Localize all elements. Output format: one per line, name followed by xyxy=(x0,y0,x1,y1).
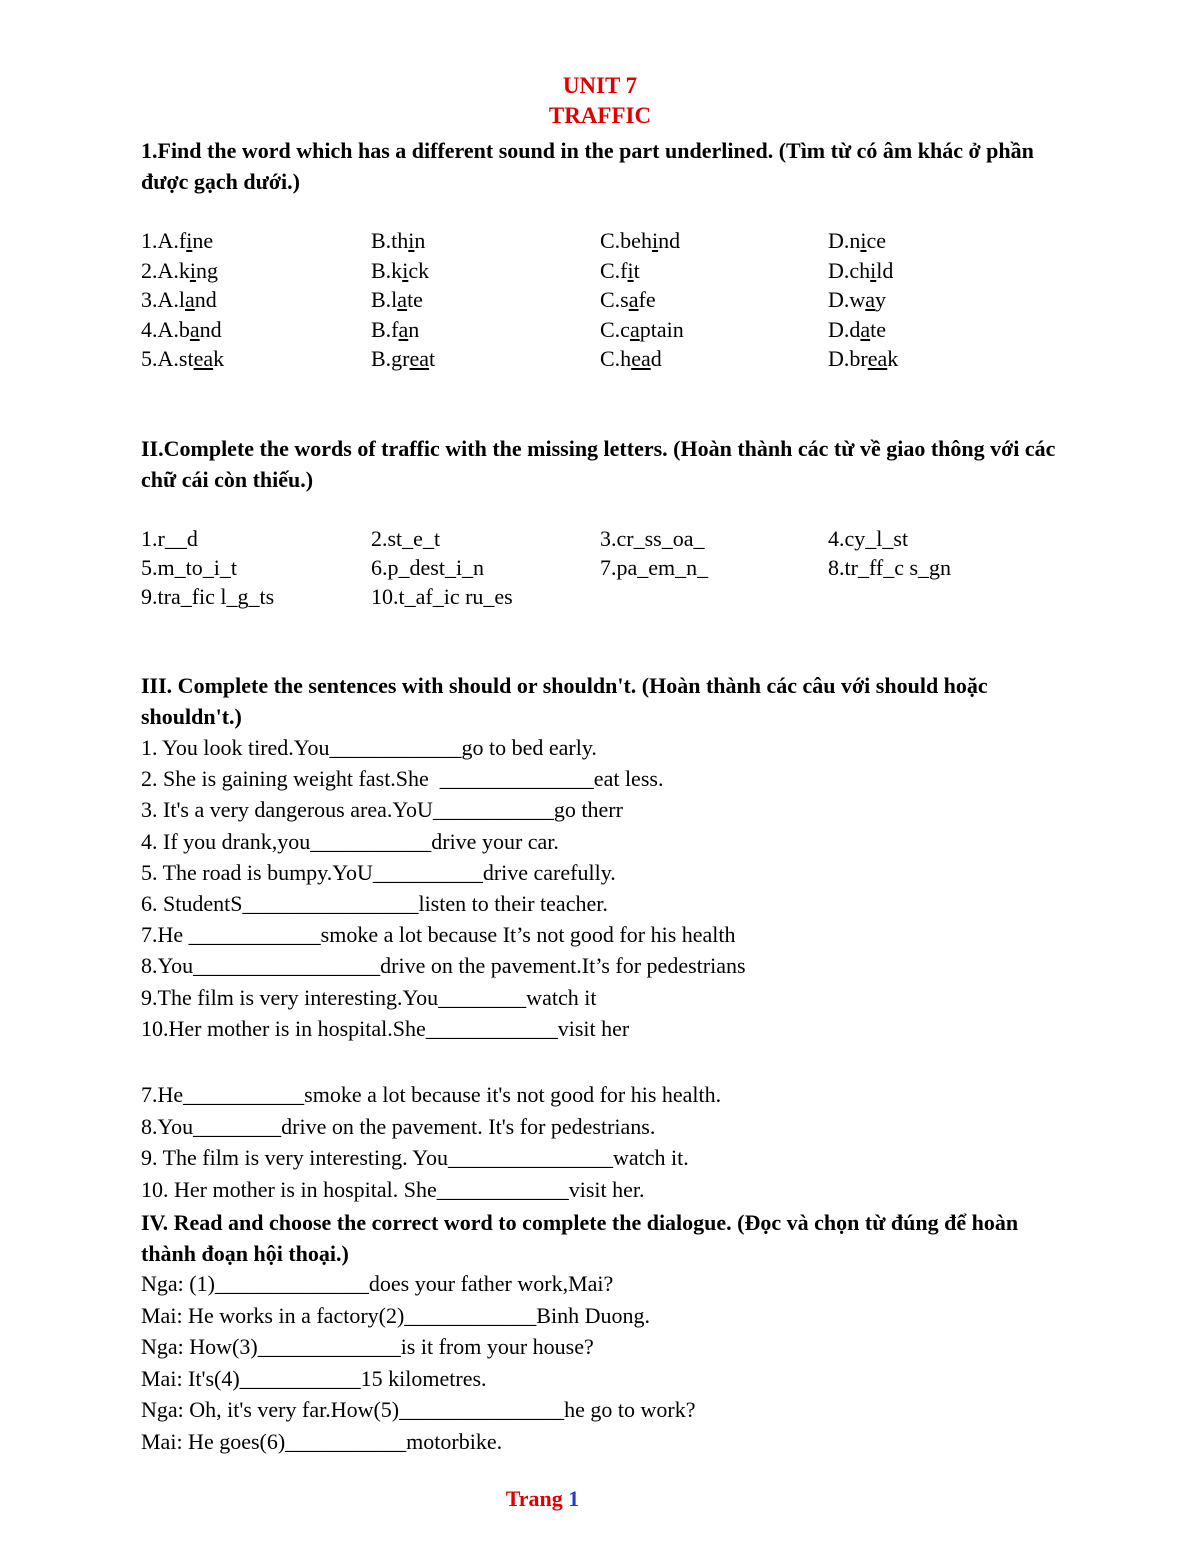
option-d xyxy=(828,315,886,344)
option-c xyxy=(600,285,656,314)
exercise-sentence: 5. The road is bumpy.YoU__________drive carefully. xyxy=(141,859,616,885)
option-text: C.h xyxy=(600,346,632,371)
option-text: nd xyxy=(199,316,222,342)
missing-letters-word: 10.t_af_ic ru_es xyxy=(371,584,513,609)
option-text: k xyxy=(887,346,899,371)
dialogue-line: Nga: (1)______________does your father work,Mai? xyxy=(141,1271,614,1296)
topic-title: TRAFFIC xyxy=(548,103,652,128)
option-text: B.l xyxy=(371,287,398,312)
exercise-sentence-repeat: 7.He___________smoke a lot because it's not good for his health. xyxy=(141,1082,722,1107)
dialogue-line: Mai: It's(4)___________15 kilometres. xyxy=(141,1365,487,1391)
option-b xyxy=(371,226,425,255)
exercise-sentence: 1. You look tired.You____________go to bed early. xyxy=(141,735,597,760)
option-d xyxy=(828,256,893,285)
option-text: 5.A.st xyxy=(141,346,194,371)
option-text: nd xyxy=(194,287,217,312)
underlined-part: ea xyxy=(867,346,888,371)
underlined-part: i xyxy=(402,257,409,283)
unit-title: UNIT 7 xyxy=(562,73,638,98)
underlined-part: a xyxy=(189,316,200,342)
option-text: k xyxy=(213,346,225,371)
option-c xyxy=(600,315,684,344)
missing-letters-word: 4.cy_l_st xyxy=(828,526,909,551)
underlined-part: ea xyxy=(409,346,430,371)
option-text: 4.A.b xyxy=(141,316,190,342)
underlined-part: i xyxy=(860,228,867,253)
option-text: 1.A.f xyxy=(141,228,187,253)
option-a xyxy=(141,226,213,255)
exercise-sentence: 10.Her mother is in hospital.She____________visit her xyxy=(141,1015,630,1041)
exercise-sentence: 4. If you drank,you___________drive your car. xyxy=(141,828,559,854)
section3-heading: III. Complete the sentences with should or shouldn't. (Hoàn thành các câu với should hoặc shouldn't.) xyxy=(141,673,988,729)
missing-letters-word: 3.cr_ss_oa_ xyxy=(600,526,705,551)
option-text: B.k xyxy=(371,257,403,283)
missing-letters-word: 1.r__d xyxy=(141,526,198,551)
option-text: B.gr xyxy=(371,346,410,371)
option-a xyxy=(141,256,218,285)
option-text: te xyxy=(870,316,887,342)
underlined-part: a xyxy=(860,316,871,342)
option-text: ce xyxy=(866,228,887,253)
underlined-part: a xyxy=(865,287,876,312)
section2-heading: II.Complete the words of traffic with the missing letters. (Hoàn thành các từ về giao thông với các chữ cái còn thiếu.) xyxy=(141,436,1056,492)
option-text: ng xyxy=(196,257,219,283)
underlined-part: a xyxy=(629,316,640,342)
underlined-part: i xyxy=(189,257,197,283)
option-text: d xyxy=(650,346,662,371)
option-text: C.s xyxy=(600,287,629,312)
option-a xyxy=(141,315,222,344)
option-d xyxy=(828,344,898,373)
exercise-sentence: 6. StudentS________________listen to their teacher. xyxy=(141,891,608,916)
underlined-part: a xyxy=(397,287,408,312)
page-footer xyxy=(0,1486,1085,1512)
option-text: B.th xyxy=(371,228,409,253)
option-d xyxy=(828,226,886,255)
missing-letters-word: 7.pa_em_n_ xyxy=(600,555,709,580)
underlined-part: i xyxy=(651,228,659,253)
missing-letters-word: 9.tra_fic l_g_ts xyxy=(141,584,275,609)
option-c xyxy=(600,226,680,255)
missing-letters-word: 8.tr_ff_c s_gn xyxy=(828,555,952,580)
exercise-sentence-repeat: 8.You________drive on the pavement. It's for pedestrians. xyxy=(141,1113,656,1139)
dialogue-line: Nga: How(3)_____________is it from your house? xyxy=(141,1334,594,1359)
option-text: ptain xyxy=(639,316,684,342)
option-text: D.w xyxy=(828,287,866,312)
section4-heading: IV. Read and choose the correct word to complete the dialogue. (Đọc và chọn từ đúng để hoàn thành đoạn hội thoại.) xyxy=(141,1210,1019,1266)
option-text: t xyxy=(633,257,640,283)
option-text: D.br xyxy=(828,346,868,371)
underlined-part: a xyxy=(398,316,409,342)
option-b xyxy=(371,285,423,314)
option-c xyxy=(600,256,640,285)
page-number: 1 xyxy=(568,1486,580,1511)
option-text: D.n xyxy=(828,228,861,253)
option-text: D.d xyxy=(828,316,861,342)
option-d xyxy=(828,285,886,314)
option-text: y xyxy=(875,287,887,312)
option-text: t xyxy=(429,346,436,371)
missing-letters-word: 5.m_to_i_t xyxy=(141,555,237,580)
exercise-sentence: 9.The film is very interesting.You________watch it xyxy=(141,984,597,1010)
dialogue-line: Mai: He goes(6)___________motorbike. xyxy=(141,1428,503,1454)
option-c xyxy=(600,344,662,373)
option-a xyxy=(141,285,217,314)
underlined-part: i xyxy=(870,257,877,283)
underlined-part: i xyxy=(627,257,634,283)
missing-letters-word: 6.p_dest_i_n xyxy=(371,555,485,580)
option-text: ld xyxy=(876,257,894,283)
option-text: fe xyxy=(638,287,656,312)
option-text: C.f xyxy=(600,257,628,283)
option-text: B.f xyxy=(371,316,399,342)
underlined-part: i xyxy=(408,228,415,253)
exercise-sentence: 2. She is gaining weight fast.She ______________eat less. xyxy=(141,766,664,792)
option-text: C.c xyxy=(600,316,630,342)
footer-label: Trang xyxy=(505,1486,563,1511)
missing-letters-word: 2.st_e_t xyxy=(371,526,441,551)
exercise-sentence: 8.You_________________drive on the pavement.It’s for pedestrians xyxy=(141,953,746,979)
option-b xyxy=(371,256,429,285)
option-text: C.beh xyxy=(600,228,652,253)
option-text: ck xyxy=(408,257,430,283)
underlined-part: ea xyxy=(193,346,214,371)
dialogue-line: Mai: He works in a factory(2)____________Binh Duong. xyxy=(141,1302,650,1328)
exercise-sentence: 3. It's a very dangerous area.YoU___________go therr xyxy=(141,797,623,823)
exercise-sentence-repeat: 9. The film is very interesting. You_______________watch it. xyxy=(141,1145,689,1170)
option-text: 2.A.k xyxy=(141,257,190,283)
underlined-part: ea xyxy=(631,346,651,371)
option-b xyxy=(371,315,419,344)
option-text: n xyxy=(414,228,426,253)
section1-heading: 1.Find the word which has a different sound in the part underlined. (Tìm từ có âm khác ở phần được gạch dưới.) xyxy=(141,138,1034,194)
underlined-part: a xyxy=(185,287,195,312)
exercise-sentence-repeat: 10. Her mother is in hospital. She____________visit her. xyxy=(141,1176,645,1202)
underlined-part: i xyxy=(186,228,193,253)
option-a xyxy=(141,344,224,373)
option-text: 3.A.l xyxy=(141,287,185,312)
option-text: nd xyxy=(658,228,681,253)
option-text: te xyxy=(407,287,423,312)
option-b xyxy=(371,344,435,373)
exercise-sentence: 7.He ____________smoke a lot because It’s not good for his health xyxy=(141,922,736,948)
underlined-part: a xyxy=(628,287,639,312)
option-text: n xyxy=(408,316,420,342)
option-text: ne xyxy=(192,228,214,253)
option-text: D.ch xyxy=(828,257,871,283)
dialogue-line: Nga: Oh, it's very far.How(5)_______________he go to work? xyxy=(141,1397,696,1422)
